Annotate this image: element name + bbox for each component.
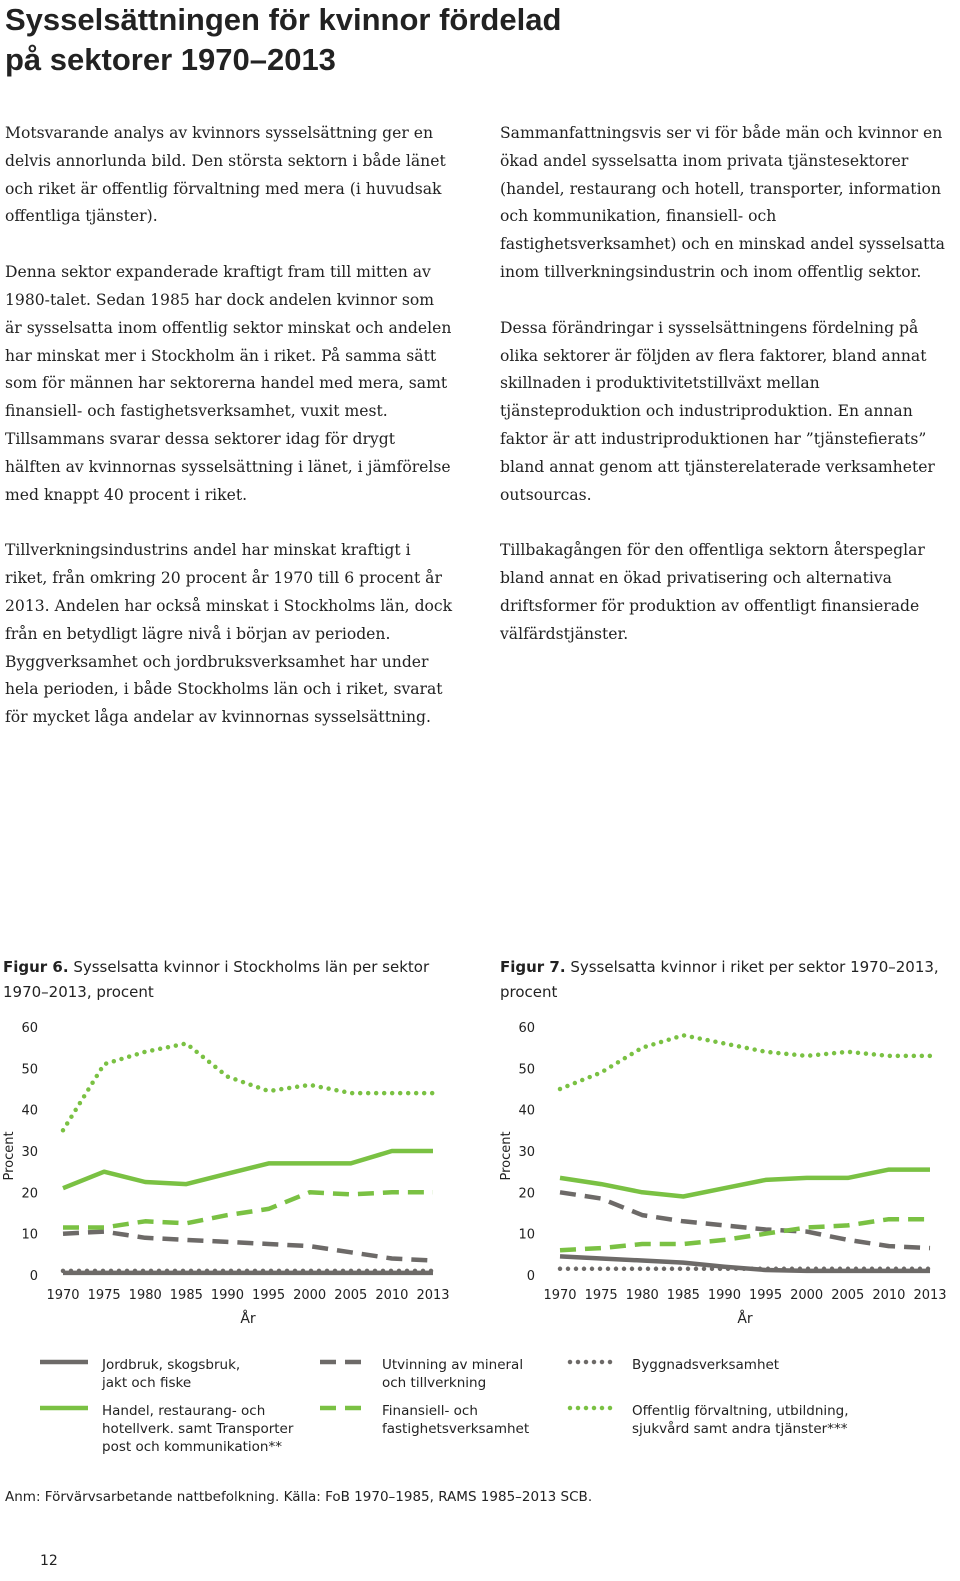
x-tick-label: 2005 bbox=[831, 1288, 865, 1303]
legend-label: Handel, restaurang- och hotellverk. samt Transporter post och kommunikation** bbox=[102, 1403, 294, 1455]
x-tick-label: 1990 bbox=[707, 1288, 741, 1303]
legend-item bbox=[570, 1356, 779, 1374]
legend-swatch bbox=[570, 1356, 618, 1368]
series-line-3 bbox=[63, 1151, 433, 1188]
series-line-5 bbox=[63, 1044, 433, 1131]
line-chart-riket bbox=[499, 1007, 950, 1327]
x-tick-label: 2013 bbox=[913, 1288, 947, 1303]
y-tick-label: 0 bbox=[526, 1269, 535, 1284]
figure-label: Figur 6. bbox=[3, 958, 69, 976]
paragraph: Denna sektor expanderade kraftigt fram till mitten av 1980-talet. Sedan 1985 har dock andelen kvinnor som är sysselsatta inom offentlig sektor minskat och andelen har minskat mer i Stockholm än i riket. På samma sätt som för männen har sektorerna handel med mera, samt finansiell- och fastighetsverksamhet, vuxit mest. Tillsammans svarar dessa sektorer idag för drygt hälften av kvinnornas sysselsättning i länet, i jämförelse med knappt 40 procent i riket. bbox=[5, 263, 452, 504]
x-tick-label: 2010 bbox=[375, 1288, 409, 1303]
left-text-column bbox=[5, 120, 455, 760]
x-tick-label: 1975 bbox=[584, 1288, 618, 1303]
figure-caption bbox=[3, 955, 453, 1007]
y-tick-label: 50 bbox=[518, 1062, 535, 1078]
heading-line-2: på sektorer 1970–2013 bbox=[5, 42, 336, 77]
paragraph: Tillbakagången för den offentliga sektorn återspeglar bland annat en ökad privatisering och alternativa driftsformer för produktion av offentligt finansierade välfärdstjänster. bbox=[500, 541, 925, 643]
paragraph: Tillverkningsindustrins andel har minskat kraftigt i riket, från omkring 20 procent år 1970 till 6 procent år 2013. Andelen har också minskat i Stockholms län, dock från en betydligt lägre nivå i början av perioden. Byggverksamhet och jordbruksverksamhet har under hela perioden, i både Stockholms län och i riket, svarat för mycket låga andelar av kvinnornas sysselsättning. bbox=[5, 541, 453, 727]
chart-legend bbox=[0, 1348, 960, 1458]
y-tick-label: 30 bbox=[21, 1145, 38, 1160]
legend-item bbox=[320, 1402, 529, 1438]
page-number: 12 bbox=[40, 1553, 58, 1569]
x-tick-label: 1980 bbox=[625, 1288, 659, 1303]
figure-caption-text: Sysselsatta kvinnor i riket per sektor 1970–2013, procent bbox=[500, 958, 939, 1001]
y-tick-label: 0 bbox=[29, 1269, 38, 1284]
legend-item bbox=[570, 1402, 849, 1438]
x-tick-label: 1975 bbox=[87, 1288, 121, 1303]
x-tick-label: 1995 bbox=[252, 1288, 286, 1303]
legend-item bbox=[40, 1356, 240, 1392]
x-tick-label: 1990 bbox=[210, 1288, 244, 1303]
x-tick-label: 1995 bbox=[749, 1288, 783, 1303]
x-axis-label: År bbox=[240, 1311, 256, 1327]
paragraph: Dessa förändringar i sysselsättningens fördelning på olika sektorer är följden av flera faktorer, bland annat skillnaden i produktivitetstillväxt mellan tjänsteproduktion och industriproduktion. En annan faktor är att industriproduktionen har ”tjänstefierats” bland annat genom att tjänsterelaterade verksamheter outsourcas. bbox=[500, 318, 935, 504]
legend-item bbox=[320, 1356, 523, 1392]
legend-swatch bbox=[320, 1356, 368, 1368]
series-line-4 bbox=[560, 1219, 930, 1250]
y-tick-label: 10 bbox=[518, 1227, 535, 1243]
figure-label: Figur 7. bbox=[500, 958, 566, 976]
y-tick-label: 40 bbox=[21, 1103, 38, 1119]
series-line-5 bbox=[560, 1035, 930, 1089]
y-axis-label: Procent bbox=[2, 1131, 17, 1181]
legend-swatch bbox=[40, 1356, 88, 1368]
y-tick-label: 60 bbox=[518, 1021, 535, 1036]
figure-6 bbox=[2, 955, 453, 1327]
y-axis-label: Procent bbox=[499, 1131, 514, 1181]
x-tick-label: 2005 bbox=[334, 1288, 368, 1303]
x-tick-label: 1980 bbox=[128, 1288, 162, 1303]
paragraph: Motsvarande analys av kvinnors sysselsättning ger en delvis annorlunda bild. Den största sektorn i både länet och riket är offentlig förvaltning med mera (i huvudsak offentliga tjänster). bbox=[5, 124, 446, 226]
legend-swatch bbox=[320, 1402, 368, 1414]
y-tick-label: 40 bbox=[518, 1103, 535, 1119]
x-tick-label: 2000 bbox=[293, 1288, 327, 1303]
figure-caption-text: Sysselsatta kvinnor i Stockholms län per sektor 1970–2013, procent bbox=[3, 958, 430, 1001]
series-line-1 bbox=[560, 1192, 930, 1248]
legend-label: Utvinning av mineral och tillverkning bbox=[382, 1357, 524, 1391]
legend-item bbox=[40, 1402, 293, 1456]
x-tick-label: 1985 bbox=[169, 1288, 203, 1303]
heading-line-1: Sysselsättningen för kvinnor fördelad bbox=[5, 2, 562, 37]
legend-label: Jordbruk, skogsbruk, jakt och fiske bbox=[102, 1357, 241, 1391]
page-heading bbox=[5, 0, 705, 80]
x-axis-label: År bbox=[737, 1311, 753, 1327]
right-text-column bbox=[500, 120, 950, 677]
x-tick-label: 1985 bbox=[666, 1288, 700, 1303]
x-tick-label: 2010 bbox=[872, 1288, 906, 1303]
legend-label: Finansiell- och fastighetsverksamhet bbox=[382, 1403, 530, 1437]
paragraph: Sammanfattningsvis ser vi för både män och kvinnor en ökad andel sysselsatta inom privata tjänstesektorer (handel, restaurang och hotell, transporter, information och kommunikation, finansiell- och fastighetsverksamhet) och en minskad andel sysselsatta inom tillverkningsindustrin och inom offentlig sektor. bbox=[500, 124, 945, 281]
y-tick-label: 20 bbox=[518, 1186, 535, 1202]
legend-label: Offentlig förvaltning, utbildning, sjukvård samt andra tjänster*** bbox=[632, 1403, 849, 1437]
y-tick-label: 50 bbox=[21, 1062, 38, 1078]
y-tick-label: 10 bbox=[21, 1227, 38, 1243]
x-tick-label: 1970 bbox=[46, 1288, 80, 1303]
y-tick-label: 30 bbox=[518, 1145, 535, 1160]
x-tick-label: 1970 bbox=[543, 1288, 577, 1303]
legend-swatch bbox=[40, 1402, 88, 1414]
series-line-1 bbox=[63, 1232, 433, 1261]
line-chart-stockholm bbox=[2, 1007, 453, 1327]
source-note: Anm: Förvärvsarbetande nattbefolkning. Källa: FoB 1970–1985, RAMS 1985–2013 SCB. bbox=[5, 1489, 593, 1505]
legend-label: Byggnadsverksamhet bbox=[632, 1357, 780, 1373]
y-tick-label: 60 bbox=[21, 1021, 38, 1036]
legend-swatch bbox=[570, 1402, 618, 1414]
y-tick-label: 20 bbox=[21, 1186, 38, 1202]
x-tick-label: 2013 bbox=[416, 1288, 450, 1303]
figure-7 bbox=[499, 955, 950, 1327]
x-tick-label: 2000 bbox=[790, 1288, 824, 1303]
series-line-4 bbox=[63, 1192, 433, 1227]
series-line-3 bbox=[560, 1170, 930, 1197]
figure-caption bbox=[500, 955, 950, 1007]
